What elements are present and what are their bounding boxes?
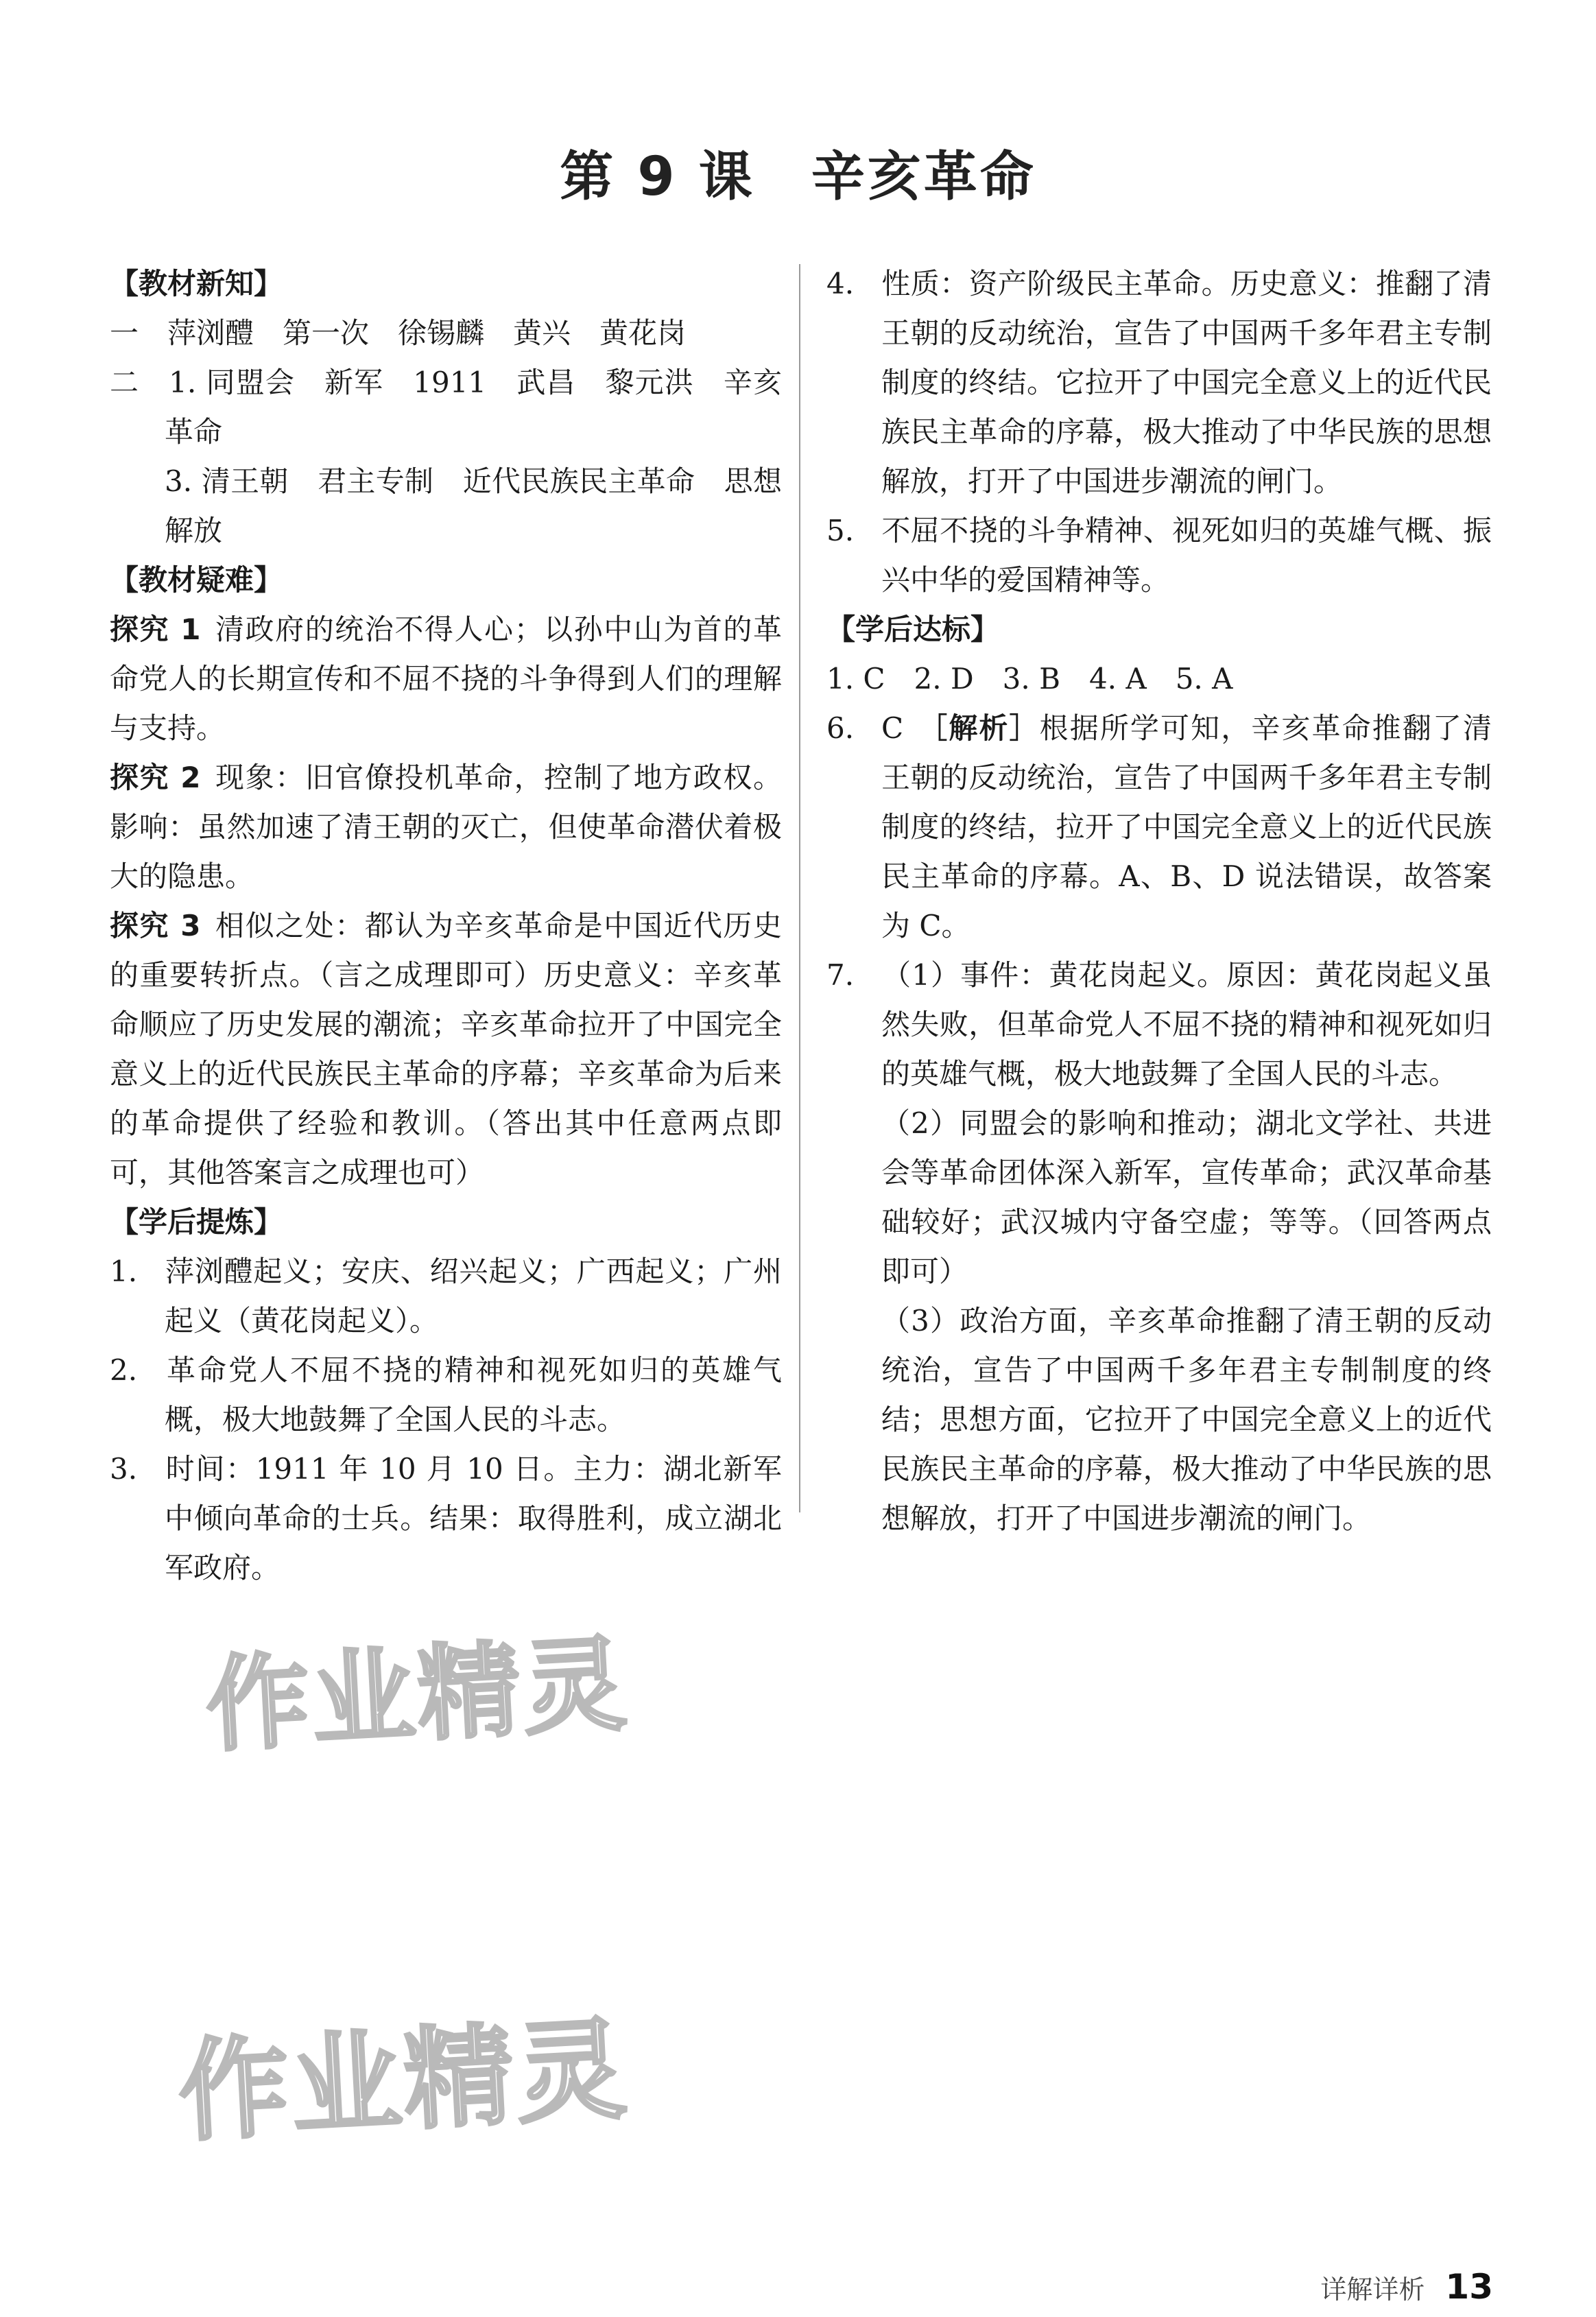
- answer-line: 3. 清王朝 君主专制 近代民族民主革命 思想解放: [165, 464, 782, 547]
- explore-label: 探究 2: [110, 761, 201, 794]
- explore-text: 清政府的统治不得人心；以孙中山为首的革命党人的长期宣传和不屈不挠的斗争得到人们的理解与支持。: [110, 613, 782, 745]
- list-item: [826, 704, 1492, 951]
- section-heading-difficulties: 【教材疑难】: [110, 563, 283, 597]
- right-column: [826, 259, 1492, 1543]
- answer-line: 二 1. 同盟会 新军 1911 武昌 黎元洪 辛亥革命: [110, 366, 782, 449]
- list-item: [110, 1445, 782, 1593]
- answer-line: 一 萍浏醴 第一次 徐锡麟 黄兴 黄花岗: [110, 316, 687, 350]
- item-text: 时间：1911 年 10 月 10 日。主力：湖北新军中倾向革命的士兵。结果：取得胜利，成立湖北军政府。: [165, 1452, 782, 1584]
- sub-answer: （2）同盟会的影响和推动；湖北文学社、共进会等革命团体深入新军，宣传革命；武汉革命基础较好；武汉城内守备空虚；等等。（回答两点即可）: [881, 1106, 1492, 1288]
- page-title: 第 9 课 辛亥革命: [560, 146, 1036, 208]
- list-item: [110, 1247, 782, 1346]
- list-item: [110, 1346, 782, 1445]
- watermark: 作业精灵: [176, 2004, 632, 2157]
- item-number: 2.: [110, 1353, 138, 1387]
- left-column: [110, 259, 782, 1593]
- item-number: 3.: [110, 1452, 138, 1486]
- sub-answer: （3）政治方面，辛亥革命推翻了清王朝的反动统治，宣告了中国两千多年君主专制制度的终结；思想方面，它拉开了中国完全意义上的近代民族民主革命的序幕，极大推动了中华民族的思想解放，打开了中国进步潮流的闸门。: [881, 1304, 1492, 1535]
- answer-choice: C: [881, 711, 904, 745]
- item-text: 性质：资产阶级民主革命。历史意义：推翻了清王朝的反动统治，宣告了中国两千多年君主专制制度的终结。它拉开了中国完全意义上的近代民族民主革命的序幕，极大推动了中华民族的思想解放，打开了中国进步潮流的闸门。: [881, 267, 1492, 498]
- explore-item: [110, 753, 782, 901]
- list-item: [826, 259, 1492, 506]
- explore-item: [110, 901, 782, 1198]
- list-item: [826, 506, 1492, 605]
- item-text: 革命党人不屈不挠的精神和视死如归的英雄气概，极大地鼓舞了全国人民的斗志。: [165, 1353, 782, 1436]
- section-heading-new-knowledge: 【教材新知】: [110, 267, 283, 300]
- list-item: [826, 951, 1492, 1099]
- explore-item: [110, 605, 782, 753]
- answer-key-line: 1. C 2. D 3. B 4. A 5. A: [826, 662, 1233, 696]
- item-number: 5.: [826, 514, 855, 547]
- watermark: 作业精灵: [203, 1624, 632, 1766]
- explore-label: 探究 1: [110, 613, 201, 646]
- analysis-tag: ［解析］: [917, 711, 1040, 745]
- item-text: 根据所学可知，辛亥革命推翻了清王朝的反动统治，宣告了中国两千多年君主专制制度的终结，拉开了中国完全意义上的近代民族民主革命的序幕。A、B、D 说法错误，故答案为 C。: [881, 711, 1492, 942]
- item-text: 萍浏醴起义；安庆、绍兴起义；广西起义；广州起义（黄花岗起义）。: [165, 1255, 782, 1338]
- item-number: 1.: [110, 1255, 138, 1288]
- item-number: 6.: [826, 711, 855, 745]
- explore-text: 现象：旧官僚投机革命，控制了地方政权。影响：虽然加速了清王朝的灭亡，但使革命潜伏着极大的隐患。: [110, 761, 782, 893]
- explore-label: 探究 3: [110, 909, 201, 942]
- section-heading-practice: 【学后达标】: [826, 613, 1000, 646]
- page-footer: [1320, 2267, 1493, 2307]
- item-text: （1）事件：黄花岗起义。原因：黄花岗起义虽然失败，但革命党人不屈不挠的精神和视死如归的英雄气概，极大地鼓舞了全国人民的斗志。: [881, 958, 1492, 1091]
- item-number: 4.: [826, 267, 855, 300]
- footer-label: 详解详析: [1320, 2274, 1425, 2305]
- page-number: 13: [1445, 2267, 1493, 2307]
- item-text: 不屈不挠的斗争精神、视死如归的英雄气概、振兴中华的爱国精神等。: [881, 514, 1492, 597]
- section-heading-summary: 【学后提炼】: [110, 1205, 283, 1239]
- column-divider: [799, 264, 800, 1512]
- explore-text: 相似之处：都认为辛亥革命是中国近代历史的重要转折点。（言之成理即可）历史意义：辛亥革命顺应了历史发展的潮流；辛亥革命拉开了中国完全意义上的近代民族民主革命的序幕；辛亥革命为后来的革命提供了经验和教训。（答出其中任意两点即可，其他答案言之成理也可）: [110, 909, 782, 1189]
- item-number: 7.: [826, 958, 855, 992]
